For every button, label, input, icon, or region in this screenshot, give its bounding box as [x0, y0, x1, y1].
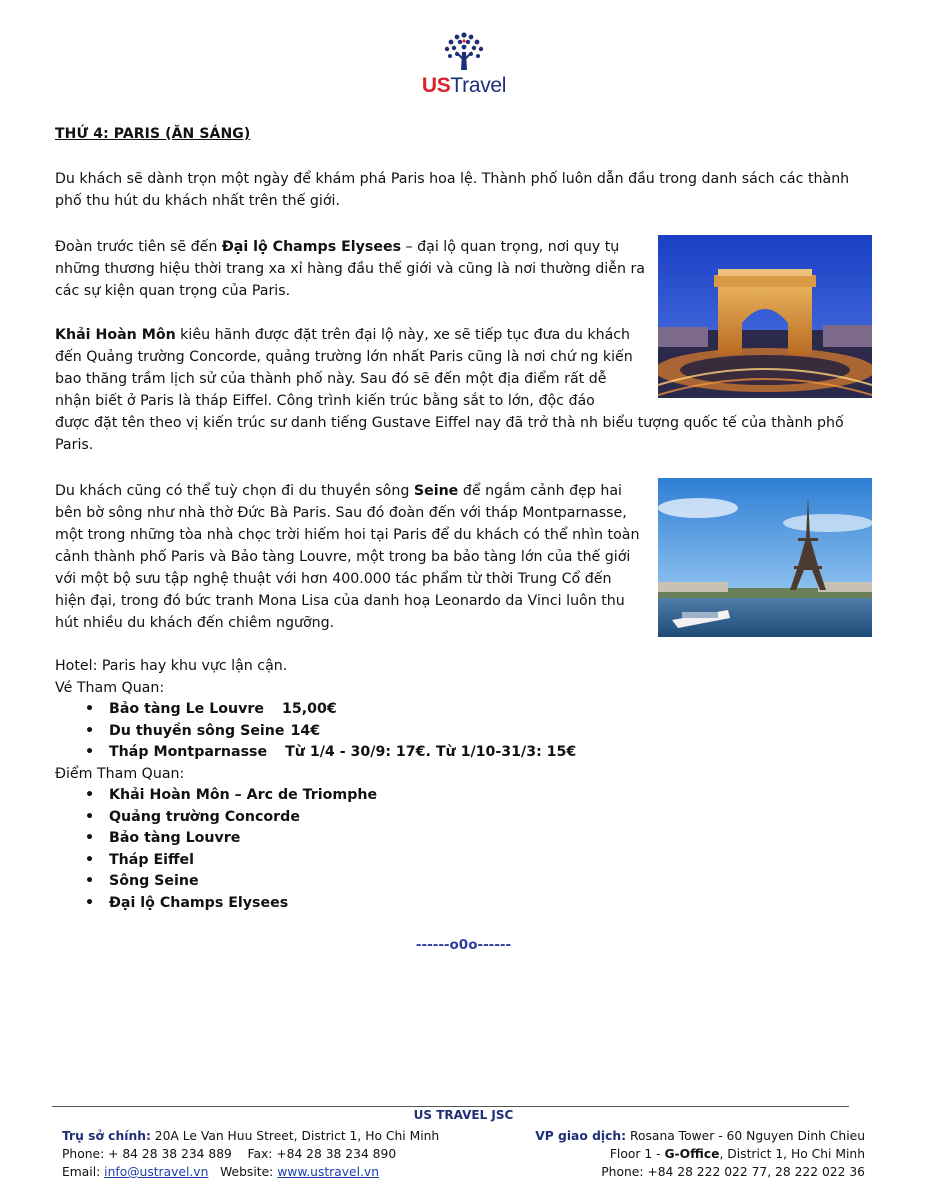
sight-item: • Đại lộ Champs Elysees: [109, 893, 875, 915]
sight-item: • Tháp Eiffel: [109, 850, 875, 872]
p3-narrow-text: kiêu hãnh được đặt trên đại lộ này, xe sẽ tiếp tục đưa du khách đến Quảng trường Concorde, quảng trường lớn nhất Paris cũng là nơi chứ ng kiến bao thăng trầm lịch sử của thành phố này. Sau đó sẽ đến một địa điểm rất dễ nhận biết ở Paris là tháp Eiffel. Công trình kiến trúc bằng sắt to lớn, độc đáo: [55, 327, 633, 409]
sight-item: • Quảng trường Concorde: [109, 807, 875, 829]
logo-us: US: [421, 74, 451, 97]
phone-fax-line: Phone: + 84 28 38 234 889 Fax: +84 28 38 234 890: [62, 1147, 397, 1161]
ticket-item: [109, 742, 875, 764]
seine-paragraph: [55, 480, 645, 634]
hq-line: [62, 1127, 439, 1145]
website-link[interactable]: www.ustravel.vn: [277, 1165, 380, 1179]
p3-wide-text: được đặt tên theo vị kiến trúc sư danh tiếng Gustave Eiffel nay đã trở thà nh biểu tượng quốc tế của thành phố Paris.: [55, 415, 844, 453]
tickets-label: Vé Tham Quan:: [55, 679, 165, 696]
footer-office: [535, 1127, 865, 1181]
logo-travel: Travel: [450, 74, 507, 97]
footer-divider: [52, 1106, 849, 1107]
us-travel-logo: [414, 30, 514, 100]
p2-bold: Đại lộ Champs Elysees: [221, 239, 402, 255]
office-floor-line: [535, 1145, 865, 1163]
office-floor-bold: G-Office: [664, 1147, 720, 1161]
footer-company: US TRAVEL JSC: [413, 1108, 514, 1122]
p4-before: Du khách cũng có thể tuỳ chọn đi du thuyền sông: [55, 483, 414, 499]
email-link[interactable]: info@ustravel.vn: [104, 1165, 209, 1179]
ticket-price: 15,00€: [281, 701, 337, 717]
hq-address: 20A Le Van Huu Street, District 1, Ho Chi Minh: [150, 1129, 440, 1143]
footer-headquarters: [62, 1127, 439, 1181]
email-label: Email:: [62, 1165, 105, 1179]
sight-item: • Bảo tàng Louvre: [109, 828, 875, 850]
hq-label: Trụ sở chính:: [62, 1129, 151, 1143]
p3-narrow: [55, 324, 645, 412]
website-label: Website:: [208, 1165, 278, 1179]
ticket-name: Tháp Montparnasse: [109, 744, 268, 760]
ticket-name: Bảo tàng Le Louvre: [109, 701, 264, 717]
p2-after: – đại lộ quan trọng, nơi quy tụ những thương hiệu thời trang xa xỉ hàng đầu thế giới và cũng là nơi thường diễn ra các sự kiện quan trọng của Paris.: [55, 239, 645, 299]
sights-list: [55, 785, 875, 914]
logo-wordmark: [414, 74, 514, 98]
arc-paragraph: [55, 324, 875, 456]
intro-paragraph: Du khách sẽ dành trọn một ngày để khám phá Paris hoa lệ. Thành phố luôn dẫn đầu trong danh sách các thành phố thu hút du khách nhất trên thế giới.: [55, 171, 850, 209]
office-address: Rosana Tower - 60 Nguyen Dinh Chieu: [626, 1129, 865, 1143]
day-heading: THỨ 4: PARIS (ĂN SÁNG): [55, 126, 251, 142]
section-separator: ------o0o------: [415, 937, 512, 953]
ticket-price: 14€: [290, 722, 321, 739]
sight-item: • Khải Hoàn Môn – Arc de Triomphe: [109, 785, 875, 807]
tour-info: [55, 656, 875, 914]
ticket-price: Từ 1/4 - 30/9: 17€. Từ 1/10-31/3: 15€: [285, 744, 577, 760]
p4-bold: Seine: [413, 483, 459, 499]
office-line: [535, 1127, 865, 1145]
champs-elysees-paragraph: [55, 236, 645, 302]
tickets-list: [55, 699, 875, 764]
ticket-item: [109, 721, 875, 743]
office-floor-pre: Floor 1 -: [609, 1147, 665, 1161]
office-floor-post: , District 1, Ho Chi Minh: [719, 1147, 865, 1161]
contact-line: [62, 1163, 439, 1181]
p4-after: để ngắm cảnh đẹp hai bên bờ sông như nhà thờ Đức Bà Paris. Sau đó đoàn đến với tháp Montparnasse, một trong những tòa nhà chọc trời hiếm hoi tại Paris để du khách có thể nhìn toàn cảnh thành phố Paris và Bảo tàng Louvre, một trong ba bảo tàng lớn của thế giới với một bộ sưu tập nghệ thuật với hơn 400.000 tác phẩm từ thời Trung Cổ đến hiện đại, trong đó bức tranh Mona Lisa của danh hoạ Leonardo da Vinci luôn thu hút nhiều du khách đến chiêm ngưỡng.: [55, 483, 640, 631]
office-phone-line: Phone: +84 28 222 022 77, 28 222 022 36: [601, 1165, 865, 1179]
ticket-item: [109, 699, 875, 721]
ticket-name: Du thuyền sông Seine: [109, 722, 285, 739]
eiffel-seine-photo: [658, 478, 872, 637]
hotel-line: Hotel: Paris hay khu vực lận cận.: [55, 658, 288, 674]
p2-before: Đoàn trước tiên sẽ đến: [55, 239, 222, 255]
sight-item: • Sông Seine: [109, 871, 875, 893]
sights-label: Điểm Tham Quan:: [55, 765, 185, 782]
tree-icon: [442, 30, 486, 74]
office-label: VP giao dịch:: [535, 1129, 627, 1143]
p3-bold: Khải Hoàn Môn: [55, 327, 176, 343]
